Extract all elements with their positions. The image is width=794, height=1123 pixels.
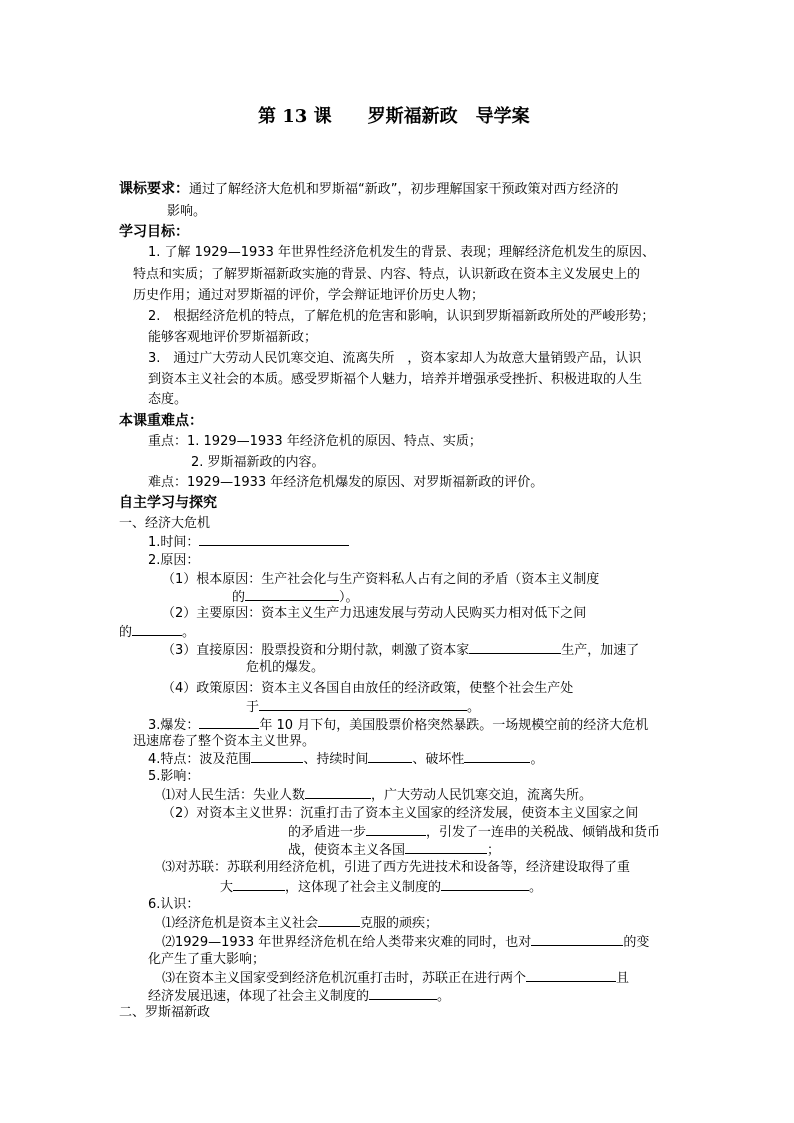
time-label: 1.时间： xyxy=(148,535,200,550)
understanding-3-end: 。 xyxy=(437,989,451,1004)
standard-label: 课标要求： xyxy=(119,181,189,197)
outbreak-label: 3.爆发： xyxy=(148,718,200,733)
direct-cause-blank[interactable] xyxy=(469,641,561,654)
feature-destruction-blank[interactable] xyxy=(464,750,530,763)
understanding-3-prefix-2: 经济发展迅速，体现了社会主义制度的 xyxy=(148,989,370,1004)
policy-cause-line-2 xyxy=(246,698,480,717)
impact-world-middle: ，引发了一连串的关税战、倾销战和货币 xyxy=(426,825,661,840)
goal-line: 1. 了解 1929—1933 年世界性经济危机发生的背景、表现；理解经济危机发生的原因、 xyxy=(148,245,655,260)
outbreak-line-2: 迅速席卷了整个资本主义世界。 xyxy=(133,734,316,749)
direct-cause-suffix: 生产，加速了 xyxy=(561,643,640,658)
superiority-blank[interactable] xyxy=(441,878,529,891)
goal-line: 能够客观地评价罗斯福新政； xyxy=(148,330,318,345)
time-blank[interactable] xyxy=(199,533,349,546)
five-year-plan-blank[interactable] xyxy=(526,969,616,982)
impact-world-line-2 xyxy=(288,823,660,842)
understanding-label: 6.认识： xyxy=(148,897,200,912)
unemployment-blank[interactable] xyxy=(305,786,371,799)
main-cause-suffix: 。 xyxy=(182,625,196,640)
root-cause-prefix: 的 xyxy=(232,590,246,605)
key-points-heading: 本课重难点： xyxy=(119,413,203,429)
goal-line: 3. 通过广大劳动人民饥寒交迫、流离失所 ，资本家却人为故意大量销毁产品，认识 xyxy=(148,351,642,366)
impact-ussr-line-2 xyxy=(220,878,542,897)
main-cause-line-1: （2）主要原因：资本主义生产力迅速发展与劳动人民购买力相对低下之间 xyxy=(162,606,587,621)
outbreak-blank[interactable] xyxy=(199,716,259,729)
understanding-2-suffix: 的变 xyxy=(623,935,650,950)
standard-line-1 xyxy=(119,180,618,199)
direct-cause-prefix: （3）直接原因：股票投资和分期付款，刺激了资本家 xyxy=(162,643,470,658)
feature-duration-blank[interactable] xyxy=(368,750,412,763)
root-cause-blank[interactable] xyxy=(245,588,339,601)
impact-people-suffix: ，广大劳动人民饥寒交迫，流离失所。 xyxy=(371,788,593,803)
change-blank[interactable] xyxy=(531,933,623,946)
main-cause-line-2 xyxy=(119,623,195,642)
policy-cause-blank[interactable] xyxy=(259,698,467,711)
section-1-heading: 一、经济大危机 xyxy=(119,516,211,531)
impact-label: 5.影响： xyxy=(148,769,200,784)
understanding-2-line-1 xyxy=(162,933,649,952)
cannot-overcome-blank[interactable] xyxy=(318,914,360,927)
outbreak-text: 年 10 月下旬，美国股票价格突然暴跌。一场规模空前的经济大危机 xyxy=(259,718,649,733)
understanding-1-suffix: 克服的顽疾； xyxy=(360,916,439,931)
difficult-point: 难点：1929—1933 年经济危机爆发的原因、对罗斯福新政的评价。 xyxy=(148,475,544,490)
impact-world-prefix: 的矛盾进一步 xyxy=(288,825,367,840)
impact-people-prefix: ⑴对人民生活：失业人数 xyxy=(162,788,306,803)
understanding-3-prefix: ⑶在资本主义国家受到经济危机沉重打击时，苏联正在进行两个 xyxy=(162,971,527,986)
standard-text-1: 通过了解经济大危机和罗斯福“新政”，初步理解国家干预政策对西方经济的 xyxy=(189,182,619,197)
self-study-heading: 自主学习与探究 xyxy=(119,495,217,511)
main-cause-blank[interactable] xyxy=(132,623,182,636)
page-title: 第 13 课 罗斯福新政 导学案 xyxy=(258,106,530,127)
features-end: 。 xyxy=(530,752,544,767)
understanding-2-line-2: 化产生了重大影响； xyxy=(148,952,266,967)
key-point-2: 2. 罗斯福新政的内容。 xyxy=(191,455,325,470)
contradiction-blank[interactable] xyxy=(366,823,426,836)
impact-people-line xyxy=(162,786,592,805)
understanding-1-prefix: ⑴经济危机是资本主义社会 xyxy=(162,916,319,931)
impact-ussr-end: 。 xyxy=(529,880,543,895)
root-cause-line-1: （1）根本原因：生产社会化与生产资料私人占有之间的矛盾（资本主义制度 xyxy=(162,572,600,587)
policy-cause-line-1: （4）政策原因：资本主义各国自由放任的经济政策，使整个社会生产处 xyxy=(162,681,574,696)
understanding-3-suffix: 且 xyxy=(616,971,630,986)
root-cause-suffix: ）。 xyxy=(339,590,359,605)
goals-heading: 学习目标： xyxy=(119,224,189,240)
achievement-blank[interactable] xyxy=(233,878,285,891)
direct-cause-line-2: 危机的爆发。 xyxy=(246,660,325,675)
countries-blank[interactable] xyxy=(405,841,487,854)
goal-line: 态度。 xyxy=(148,392,188,407)
impact-world-line-1: （2）对资本主义世界：沉重打击了资本主义国家的经济发展，使资本主义国家之间 xyxy=(162,806,639,821)
standard-line-2: 影响。 xyxy=(167,204,207,219)
understanding-3-line-1 xyxy=(162,969,629,988)
understanding-1 xyxy=(162,914,438,933)
cause-label: 2.原因： xyxy=(148,553,200,568)
goal-line: 2. 根据经济危机的特点，了解危机的危害和影响，认识到罗斯福新政所处的严峻形势； xyxy=(148,309,655,324)
impact-ussr-line-1: ⑶对苏联：苏联利用经济危机，引进了西方先进技术和设备等，经济建设取得了重 xyxy=(162,860,631,875)
section-2-heading: 二、罗斯福新政 xyxy=(119,1005,211,1020)
impact-world-prefix-2: 战，使资本主义各国 xyxy=(288,843,406,858)
impact-world-line-3 xyxy=(288,841,500,860)
system-superiority-blank[interactable] xyxy=(369,987,437,1000)
impact-ussr-prefix: 大 xyxy=(220,880,234,895)
main-cause-prefix: 的 xyxy=(119,625,133,640)
policy-cause-prefix: 于 xyxy=(246,700,260,715)
policy-cause-suffix: 。 xyxy=(467,700,481,715)
features-line xyxy=(148,750,543,769)
understanding-2-prefix: ⑵1929—1933 年世界经济危机在给人类带来灾难的同时，也对 xyxy=(162,935,532,950)
time-line xyxy=(148,533,349,552)
feature-scope-label: 4.特点：波及范围 xyxy=(148,752,252,767)
impact-world-end: ； xyxy=(487,843,501,858)
goal-line: 特点和实质；了解罗斯福新政实施的背景、内容、特点，认识新政在资本主义发展史上的 xyxy=(133,267,641,282)
feature-scope-blank[interactable] xyxy=(251,750,303,763)
feature-duration-label: 、持续时间 xyxy=(303,752,369,767)
goal-line: 历史作用；通过对罗斯福的评价，学会辩证地评价历史人物； xyxy=(133,288,485,303)
feature-destruction-label: 、破坏性 xyxy=(412,752,465,767)
key-point-1: 重点：1. 1929—1933 年经济危机的原因、特点、实质； xyxy=(148,434,482,449)
direct-cause-line-1 xyxy=(162,641,639,660)
goal-line: 到资本主义社会的本质。感受罗斯福个人魅力，培养并增强承受挫折、积极进取的人生 xyxy=(148,372,643,387)
impact-ussr-middle: ，这体现了社会主义制度的 xyxy=(285,880,442,895)
